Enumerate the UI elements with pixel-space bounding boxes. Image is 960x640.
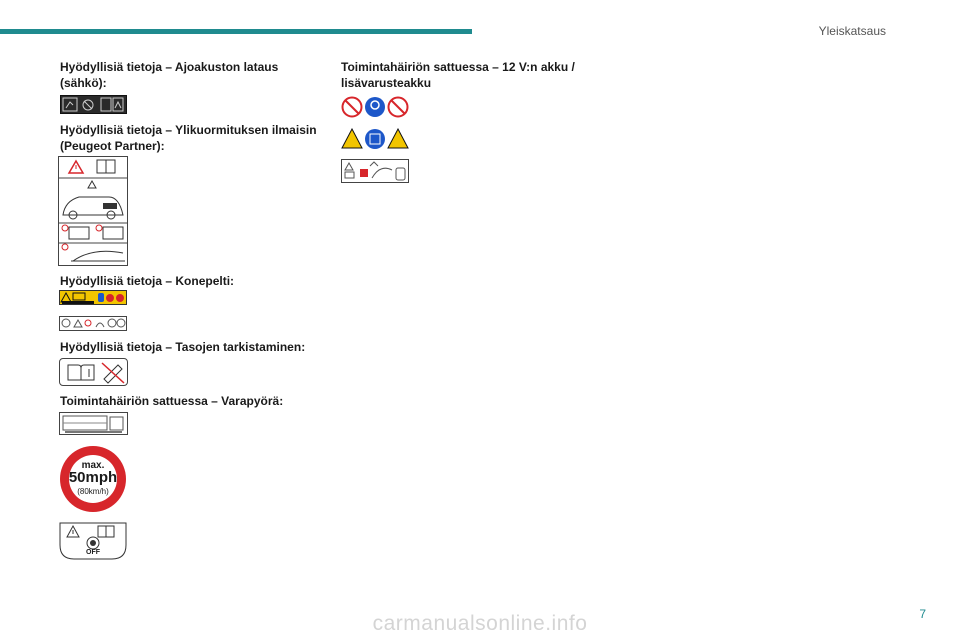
heading-levels: Hyödyllisiä tietoja – Tasojen tarkistaminen:	[60, 340, 306, 354]
watermark-text: carmanualsonline.info	[372, 612, 588, 635]
header-accent-bar	[0, 29, 472, 34]
speed-sign-kmh: (80km/h)	[77, 487, 109, 496]
heading-spare-wheel: Toimintahäiriön sattuessa – Varapyörä:	[60, 394, 284, 408]
heading-overload: Hyödyllisiä tietoja – Ylikuormituksen ilmaisin (Peugeot Partner):	[60, 123, 317, 153]
heading-charging: Hyödyllisiä tietoja – Ajoakuston lataus (sähkö):	[60, 60, 279, 90]
levels-label-image	[59, 358, 128, 386]
battery-warning-icons	[341, 128, 411, 150]
page-number: 7	[919, 607, 926, 621]
speed-sign-max: max.	[81, 460, 105, 471]
heading-bonnet: Hyödyllisiä tietoja – Konepelti:	[60, 274, 235, 288]
bonnet-warning-label-image	[59, 290, 127, 305]
speed-sign-value: 50mph	[68, 469, 118, 486]
battery-prohibition-icons	[341, 96, 411, 118]
charging-label-image	[60, 95, 127, 114]
speed-limit-sign	[58, 444, 128, 514]
battery-jump-start-label-image	[341, 159, 409, 183]
esp-off-text: OFF	[86, 549, 100, 556]
spare-wheel-label-image	[59, 412, 128, 435]
esp-off-label	[58, 521, 128, 561]
bonnet-info-label-image	[59, 316, 127, 331]
header-title: Yleiskatsaus	[818, 24, 886, 38]
heading-battery: Toimintahäiriön sattuessa – 12 V:n akku / lisävarusteakku	[341, 60, 575, 90]
overload-label-image	[58, 156, 128, 266]
